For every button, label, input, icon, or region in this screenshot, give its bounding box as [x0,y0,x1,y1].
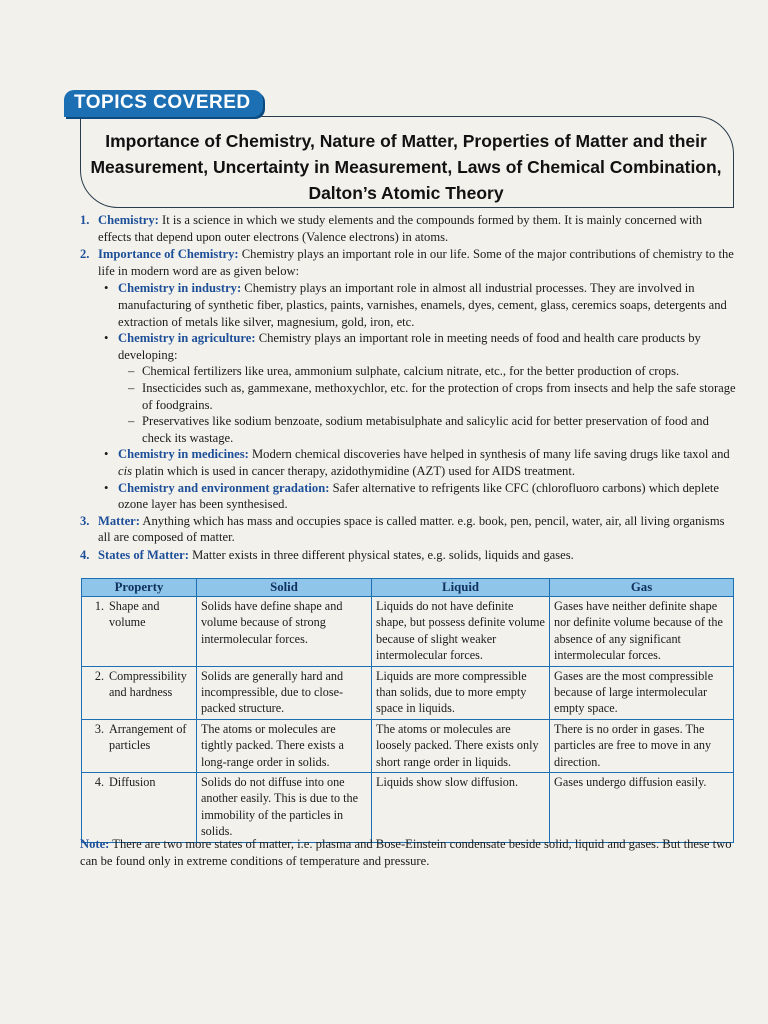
section-title: States of Matter: [98,547,189,562]
section-title: Chemistry: [98,213,159,227]
cell-property: 1. Shape and volume [82,597,197,667]
cell-property: 2. Compressibility and hardness [82,666,197,719]
cell-solid: Solids do not diffuse into one another easily. This is due to the immobility of the particles in solids. [196,773,371,843]
cell-gas: Gases undergo diffusion easily. [550,773,734,843]
header-liquid: Liquid [372,579,550,597]
note-label: Note: [80,837,110,851]
bullet-dot: • [104,281,109,296]
topics-covered-tab: TOPICS COVERED [64,90,263,117]
section-number: 2. [80,247,90,262]
cell-liquid: The atoms or molecules are loosely packed. There exists only short range order in liquids. [372,719,550,772]
bullet-dot: • [104,331,109,346]
bullet-agriculture [80,330,736,363]
bullet-medicines: • Chemistry in medicines: Modern chemical discoveries have helped in synthesis of many life saving drugs like taxol and cis platin which is used in cancer therapy, azidothymidine (AZT) used for AIDS treatment. [104,447,730,478]
topics-list: Importance of Chemistry, Nature of Matter, Properties of Matter and their Measurement, Uncertainty in Measurement, Laws of Chemical Combination, Dalton’s Atomic Theory [90,131,722,203]
table-row [82,719,734,772]
main-content [80,212,736,564]
cell-gas: Gases have neither definite shape nor definite volume because of the absence of any significant intermolecular forces. [550,597,734,667]
states-of-matter-table [81,578,734,843]
section-title: Matter: [98,513,140,528]
table-row [82,597,734,667]
section-chemistry [80,212,736,245]
section-states [80,547,736,564]
dash-fertilizers: – Chemical fertilizers like urea, ammonium sulphate, calcium nitrate, etc., for the better production of crops. [128,364,680,379]
cell-property: 3. Arrangement of particles [82,719,197,772]
table-header-row [82,579,734,597]
cell-gas: Gases are the most compressible because of large intermolecular empty space. [550,666,734,719]
header-solid: Solid [196,579,371,597]
section-number: 3. [80,513,90,528]
dash-preservatives: – Preservatives like sodium benzoate, sodium metabisulphate and salicylic acid for better preservation of food and check its wastage. [128,414,709,445]
cell-property: 4. Diffusion [82,773,197,843]
bullet-text: Chemistry plays an important role in almost all industrial processes. They are involved in manufacturing of synthetic fiber, plastics, paints, varnishes, enamels, dyes, cement, glass, ceremics soaps, detergents and extraction of metals like silver, magnesium, gold, iron, etc. [118,281,727,329]
bullet-title: Chemistry in industry: [118,281,242,296]
cell-liquid: Liquids are more compressible than solids, due to more empty space in liquids. [372,666,550,719]
cell-solid: The atoms or molecules are tightly packed. There exists a long-range order in solids. [196,719,371,772]
section-text: It is a science in which we study elements and the compounds formed by them. It is mainly concerned with effects that depend upon outer electrons (Valence electrons) in atoms. [98,213,703,244]
bullet-title: Chemistry in agriculture: [118,331,256,346]
table-row [82,773,734,843]
bullet-environment [80,480,736,513]
section-number: 4. [80,547,90,562]
cell-solid: Solids are generally hard and incompressible, due to close-packed structure. [196,666,371,719]
section-number: 1. [80,213,90,227]
bullet-dot: • [104,480,109,495]
bullet-industry [80,280,736,330]
dash-insecticides: – Insecticides such as, gammexane, methoxychlor, etc. for the protection of crops from insects and help the safe storage of foodgrains. [128,380,736,412]
header-gas: Gas [550,579,734,597]
cell-gas: There is no order in gases. The particles are free to move in any direction. [550,719,734,772]
table-row [82,666,734,719]
bullet-title: Chemistry and environment gradation: [118,480,330,495]
header-property: Property [82,579,197,597]
importance-list [80,280,736,512]
bullet-dot: • [104,447,109,462]
section-text: Anything which has mass and occupies space is called matter. e.g. book, pen, pencil, water, air, all living organisms all are composed of matter. [98,513,725,545]
cell-solid: Solids have define shape and volume because of strong intermolecular forces. [196,597,371,667]
cell-liquid: Liquids do not have definite shape, but possess definite volume because of slight weaker intermolecular forces. [372,597,550,667]
section-text: Chemistry plays an important role in our life. Some of the major contributions of chemistry to the life in modern word are as given below: [98,247,734,278]
bullet-title: Chemistry in medicines: [118,447,249,462]
note-text: There are two more states of matter, i.e. plasma and Bose-Einstein condensate beside solid, liquid and gases. But these two can be found only in extreme conditions of temperature and pressure. [80,837,732,868]
bullet-text: Chemistry plays an important role in meeting needs of food and health care products by developing: [118,331,701,362]
cell-liquid: Liquids show slow diffusion. [372,773,550,843]
note-paragraph [80,836,736,869]
section-matter [80,513,736,546]
bullet-text: Safer alternative to refrigents like CFC (chlorofluoro carbons) which deplete ozone layer has been synthesised. [118,480,719,512]
section-text: Matter exists in three different physical states, e.g. solids, liquids and gases. [188,547,574,562]
section-title: Importance of Chemistry: [98,247,239,262]
section-importance [80,246,736,279]
